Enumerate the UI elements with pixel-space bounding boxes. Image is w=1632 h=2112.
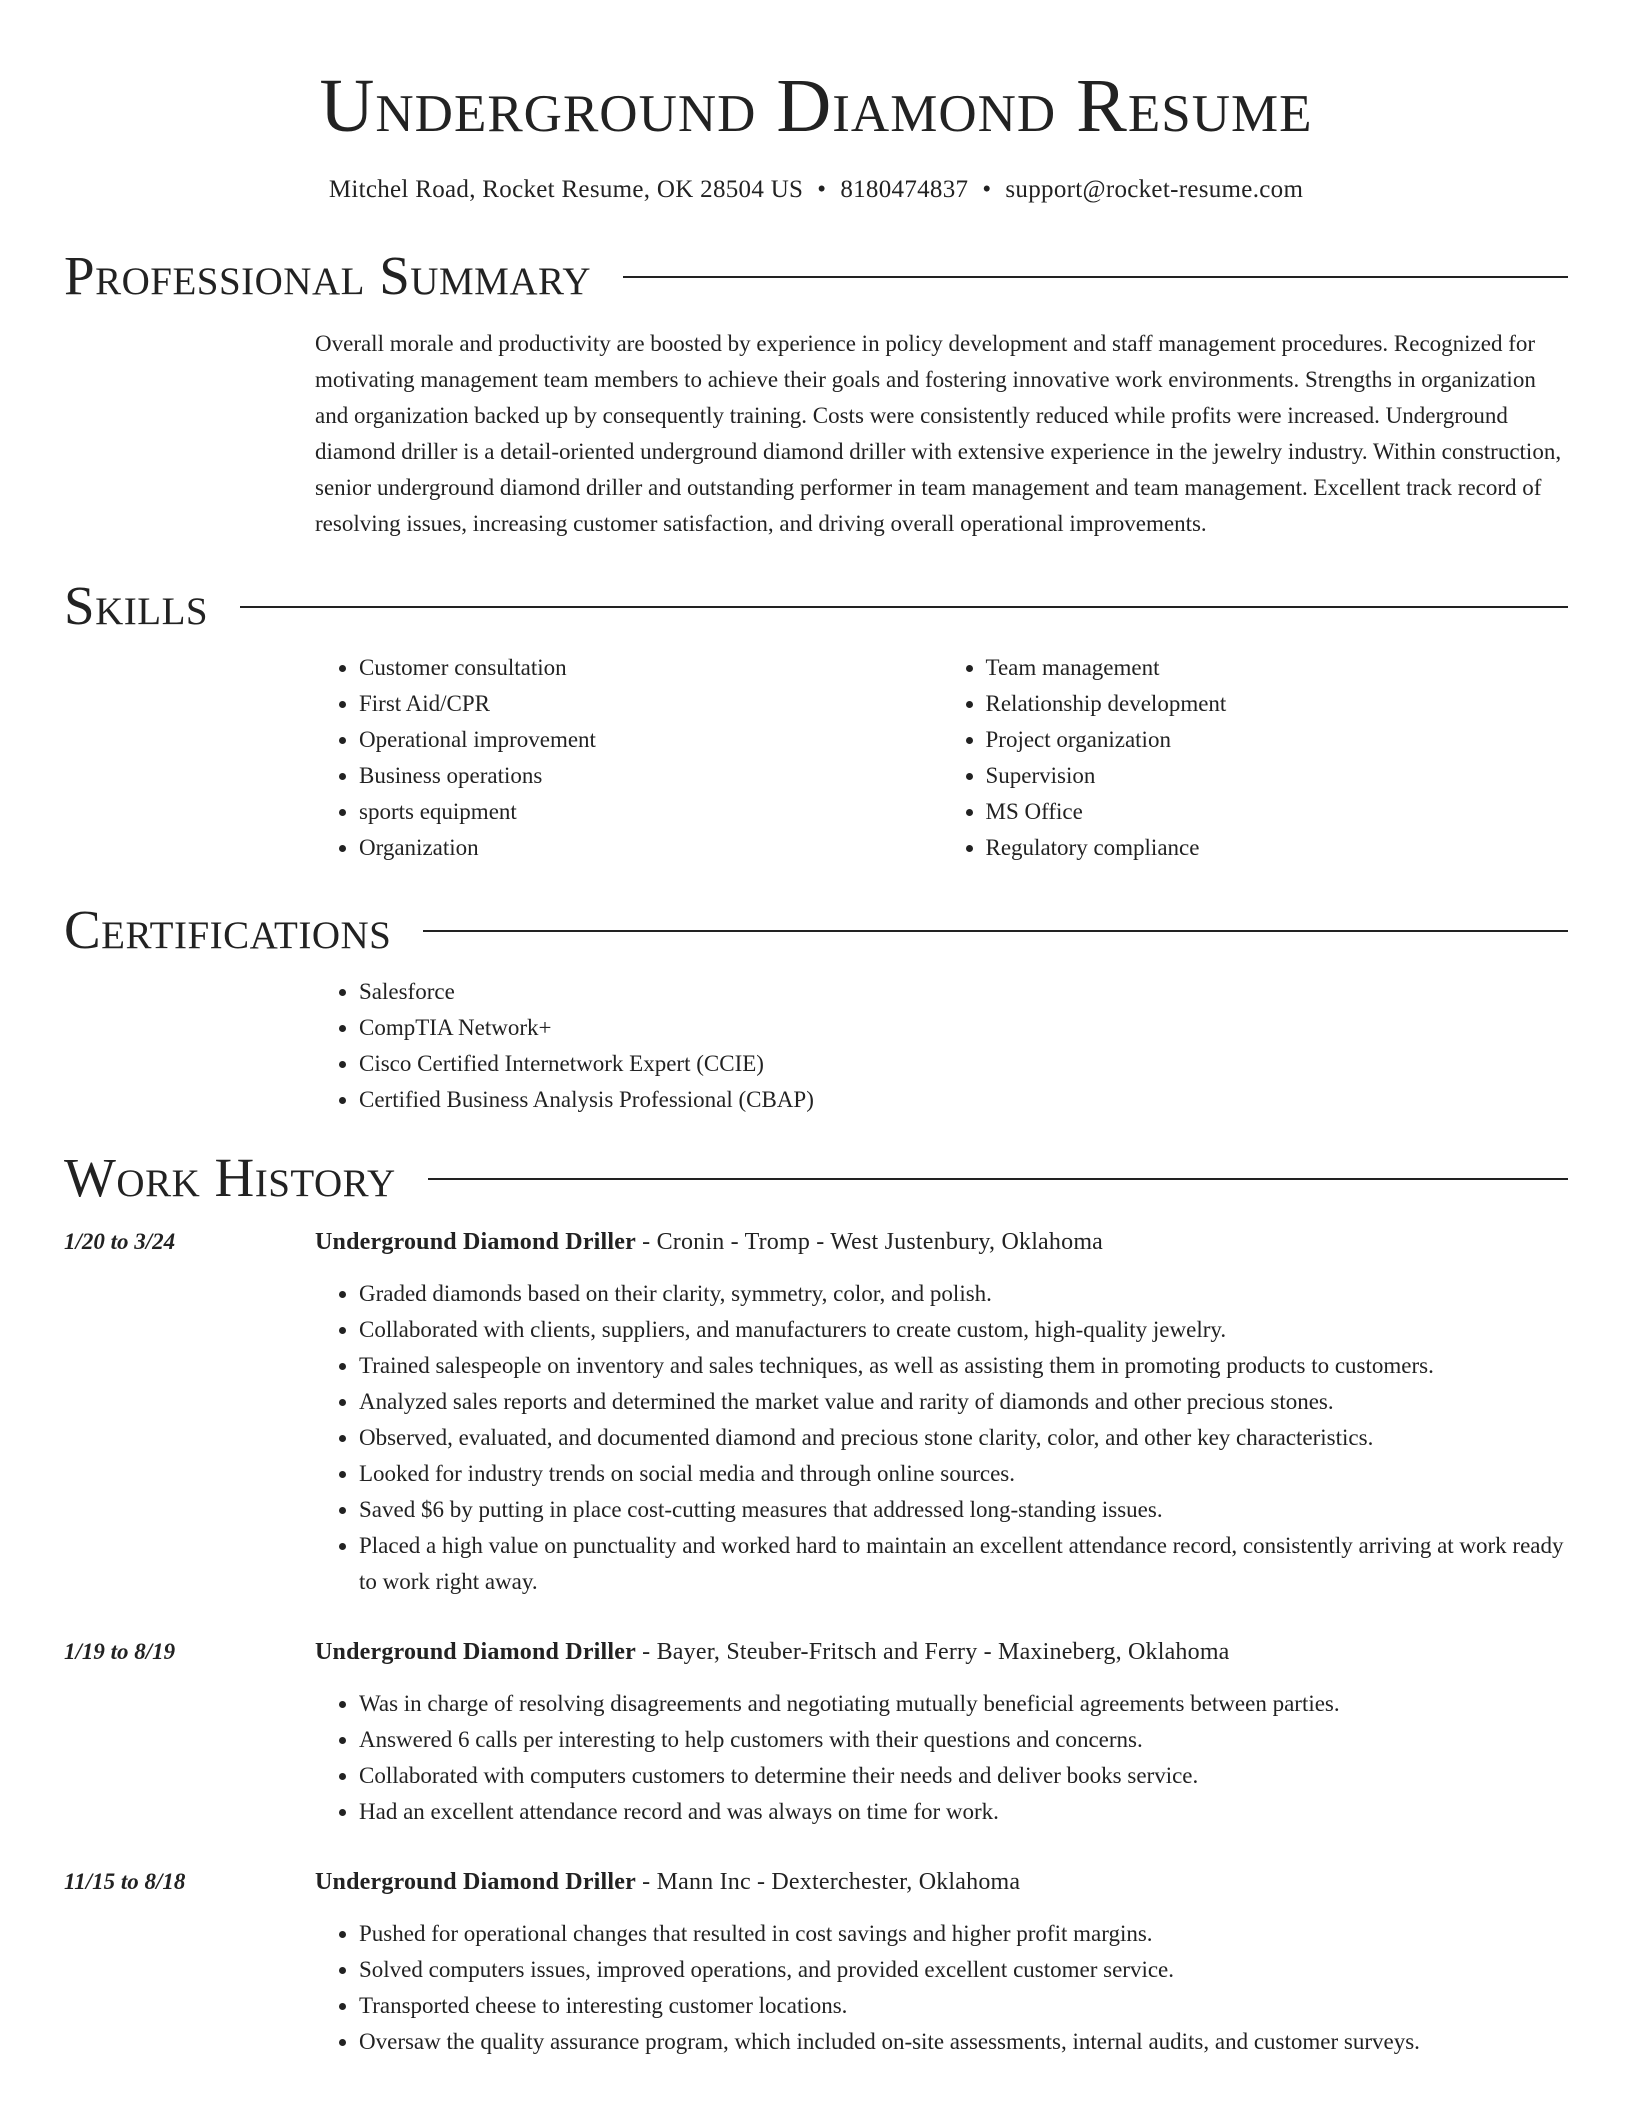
job-entry <box>64 1224 1568 1600</box>
contact-email: support@rocket-resume.com <box>1005 176 1304 203</box>
job-bullet: • Solved computers issues, improved operations, and provided excellent customer service. <box>359 1952 1568 1988</box>
job-dates: 1/20 to 3/24 <box>64 1229 176 1254</box>
job-entry <box>64 1634 1568 1830</box>
skill-item: • Organization <box>359 830 942 866</box>
work-history-section-header <box>64 1148 1568 1208</box>
section-divider <box>428 1178 1568 1180</box>
skill-item: • Project organization <box>986 722 1569 758</box>
skill-item: • Operational improvement <box>359 722 942 758</box>
contact-separator: • <box>817 176 827 203</box>
job-bullet: • Graded diamonds based on their clarity, symmetry, color, and polish. <box>359 1276 1568 1312</box>
job-bullets <box>315 1686 1568 1830</box>
skill-item: • sports equipment <box>359 794 942 830</box>
section-divider <box>240 606 1568 608</box>
skill-item: • Team management <box>986 650 1569 686</box>
skill-item: • Supervision <box>986 758 1569 794</box>
skills-list <box>315 650 1568 866</box>
job-title-line <box>315 1634 1568 1670</box>
job-bullets <box>315 1916 1568 2060</box>
skill-item: • MS Office <box>986 794 1569 830</box>
contact-address: Mitchel Road, Rocket Resume, OK 28504 US <box>328 176 804 203</box>
contact-phone: 8180474837 <box>840 176 969 203</box>
resume-page <box>64 0 1568 2060</box>
resume-name: Underground Diamond Resume <box>319 64 1313 148</box>
job-bullet: • Transported cheese to interesting customer locations. <box>359 1988 1568 2024</box>
certification-item: • CompTIA Network+ <box>359 1010 1568 1046</box>
certification-item: • Certified Business Analysis Professional (CBAP) <box>359 1082 1568 1118</box>
summary-text: Overall morale and productivity are boosted by experience in policy development and staff management procedures. Recognized for motivating management team members to achieve their goals and fostering innovative work environments. Strengths in organization and organization backed up by consequently training. Costs were consistently reduced while profits were increased. Underground diamond driller is a detail-oriented underground diamond driller with extensive experience in the jewelry industry. Within construction, senior underground diamond driller and outstanding performer in team management and team management. Excellent track record of resolving issues, increasing customer satisfaction, and driving overall operational improvements. <box>315 331 1562 536</box>
certification-item: • Salesforce <box>359 974 1568 1010</box>
work-history-heading: Work History <box>64 1147 396 1208</box>
job-entry <box>64 1864 1568 2060</box>
job-bullet: • Observed, evaluated, and documented diamond and precious stone clarity, color, and other key characteristics. <box>359 1420 1568 1456</box>
certifications-section-header <box>64 900 1568 960</box>
job-dates: 1/19 to 8/19 <box>64 1639 176 1664</box>
contact-separator: • <box>982 176 992 203</box>
job-employer: - Bayer, Steuber-Fritsch and Ferry - Maxineberg, Oklahoma <box>635 1639 1230 1665</box>
job-role: Underground Diamond Driller <box>315 1869 636 1895</box>
job-employer: - Mann Inc - Dexterchester, Oklahoma <box>635 1869 1021 1895</box>
job-bullet: • Was in charge of resolving disagreements and negotiating mutually beneficial agreements between parties. <box>359 1686 1568 1722</box>
job-bullets <box>315 1276 1568 1600</box>
job-bullet: • Placed a high value on punctuality and worked hard to maintain an excellent attendance record, consistently arriving at work ready to work right away. <box>359 1528 1568 1600</box>
job-bullet: • Looked for industry trends on social media and through online sources. <box>359 1456 1568 1492</box>
job-bullet: • Pushed for operational changes that resulted in cost savings and higher profit margins. <box>359 1916 1568 1952</box>
job-bullet: • Had an excellent attendance record and was always on time for work. <box>359 1794 1568 1830</box>
contact-line <box>64 174 1568 206</box>
section-divider <box>423 930 1568 932</box>
job-bullet: • Saved $6 by putting in place cost-cutting measures that addressed long-standing issues. <box>359 1492 1568 1528</box>
skill-item: • First Aid/CPR <box>359 686 942 722</box>
certifications-heading: Certifications <box>64 899 392 960</box>
job-bullet: • Analyzed sales reports and determined the market value and rarity of diamonds and other precious stones. <box>359 1384 1568 1420</box>
job-bullet: • Answered 6 calls per interesting to help customers with their questions and concerns. <box>359 1722 1568 1758</box>
skills-heading: Skills <box>64 575 209 636</box>
section-divider <box>623 276 1568 278</box>
job-role: Underground Diamond Driller <box>315 1229 636 1255</box>
job-bullet: • Collaborated with computers customers to determine their needs and deliver books service. <box>359 1758 1568 1794</box>
job-role: Underground Diamond Driller <box>315 1639 636 1665</box>
job-bullet: • Oversaw the quality assurance program, which included on-site assessments, internal audits, and customer surveys. <box>359 2024 1568 2060</box>
job-title-line <box>315 1864 1568 1900</box>
skills-column-left <box>315 650 942 866</box>
skill-item: • Relationship development <box>986 686 1569 722</box>
certifications-list <box>315 974 1568 1118</box>
skill-item: • Regulatory compliance <box>986 830 1569 866</box>
job-bullet: • Trained salespeople on inventory and sales techniques, as well as assisting them in promoting products to customers. <box>359 1348 1568 1384</box>
job-bullet: • Collaborated with clients, suppliers, and manufacturers to create custom, high-quality jewelry. <box>359 1312 1568 1348</box>
skills-column-right <box>942 650 1569 866</box>
skill-item: • Customer consultation <box>359 650 942 686</box>
certification-item: • Cisco Certified Internetwork Expert (CCIE) <box>359 1046 1568 1082</box>
skills-section-header <box>64 576 1568 636</box>
summary-heading: Professional Summary <box>64 245 592 306</box>
summary-section-header <box>64 246 1568 306</box>
job-title-line <box>315 1224 1568 1260</box>
job-employer: - Cronin - Tromp - West Justenbury, Oklahoma <box>635 1229 1104 1255</box>
skill-item: • Business operations <box>359 758 942 794</box>
job-dates: 11/15 to 8/18 <box>64 1869 186 1894</box>
